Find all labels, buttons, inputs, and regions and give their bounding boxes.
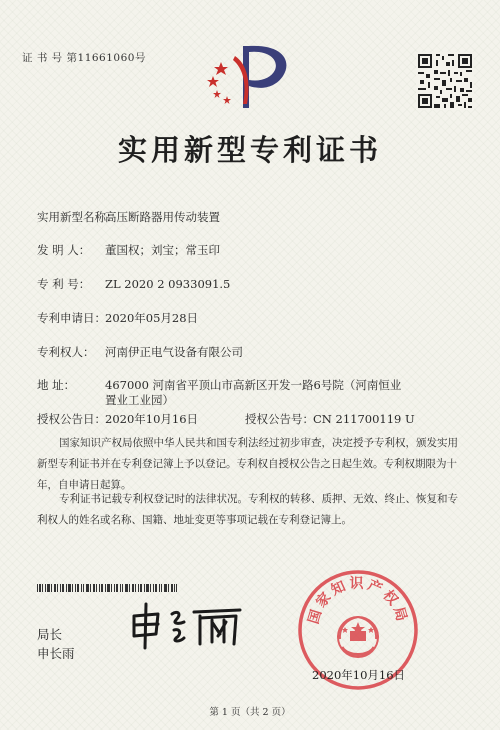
inventor-label: 发 明 人： xyxy=(37,243,91,257)
grant-number-row xyxy=(245,411,415,427)
address-value-line-2: 置业工业园） xyxy=(105,393,174,407)
address-value-line-1: 467000 河南省平顶山市高新区开发一路6号院（河南恒业 xyxy=(105,378,402,392)
filing-date-label: 专利申请日： xyxy=(37,311,106,325)
grant-date-label: 授权公告日： xyxy=(37,412,106,426)
patent-number-label: 专 利 号： xyxy=(37,277,91,291)
patent-number-row xyxy=(37,276,230,292)
inventor-value: 董国权；刘宝；常玉印 xyxy=(105,243,220,257)
address-row xyxy=(37,377,401,393)
filing-date-row xyxy=(37,310,198,326)
patentee-row xyxy=(37,344,243,360)
filing-date-value: 2020年05月28日 xyxy=(105,311,199,325)
director-title-label: 局长 xyxy=(37,627,63,642)
handwritten-signature-icon xyxy=(128,600,248,652)
grant-date-value: 2020年10月16日 xyxy=(105,412,199,426)
inventor-row xyxy=(37,242,220,258)
seal-date: 2020年10月16日 xyxy=(312,668,406,682)
patentee-label: 专利权人： xyxy=(37,345,95,359)
grant-date-row xyxy=(37,411,198,427)
certificate-number: 证 书 号 第11661060号 xyxy=(22,52,146,64)
certificate-title: 实用新型专利证书 xyxy=(117,133,382,167)
utility-model-name-value: 高压断路器用传动装置 xyxy=(105,210,220,224)
utility-model-name-label: 实用新型名称： xyxy=(37,210,118,224)
grant-number-label: 授权公告号： xyxy=(245,412,314,426)
seal-text: 国家知识产权局 xyxy=(305,576,411,626)
page-footer: 第 1 页（共 2 页） xyxy=(209,707,291,718)
director-name-label: 申长雨 xyxy=(37,646,75,661)
body-paragraph-1: 国家知识产权局依照中华人民共和国专利法经过初步审查，决定授予专利权，颁发实用新型专利证书并在专利登记簿上予以登记。专利权自授权公告之日起生效。专利权期限为十年，自申请日起算。 xyxy=(37,437,458,491)
utility-model-name-row xyxy=(37,209,220,225)
body-paragraph-2: 专利证书记载专利权登记时的法律状况。专利权的转移、质押、无效、终止、恢复和专利权人的姓名或名称、国籍、地址变更等事项记载在专利登记簿上。 xyxy=(37,493,458,526)
barcode-icon xyxy=(37,584,177,592)
qr-code-icon xyxy=(416,52,474,110)
address-label: 地 址： xyxy=(37,378,76,392)
grant-number-value: CN 211700119 U xyxy=(313,412,415,426)
patent-office-logo-icon xyxy=(203,38,303,118)
patentee-value: 河南伊正电气设备有限公司 xyxy=(105,345,243,359)
patent-number-value: ZL 2020 2 0933091.5 xyxy=(105,277,231,291)
